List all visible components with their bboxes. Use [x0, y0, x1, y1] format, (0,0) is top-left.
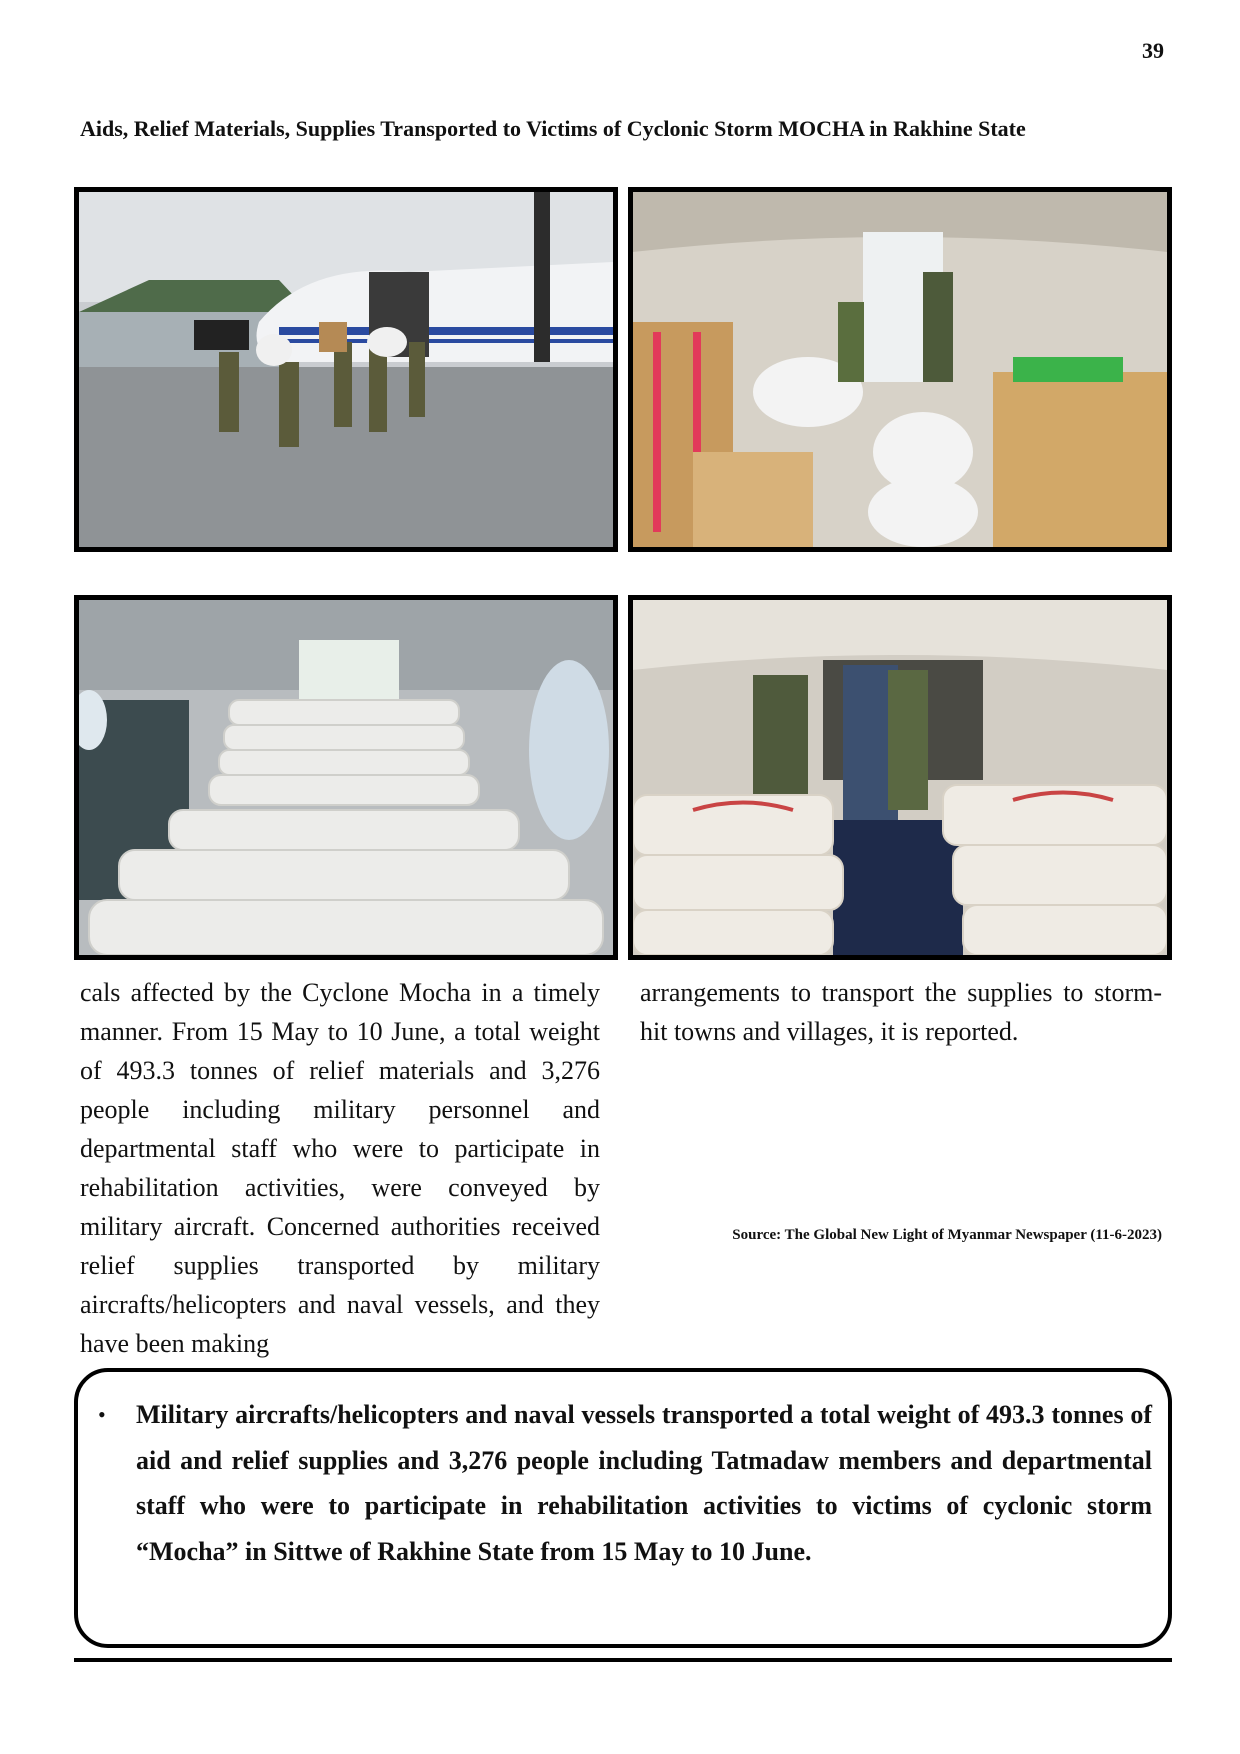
- photo-cabin-loading-sacks: [628, 595, 1172, 960]
- page-number: 39: [1142, 38, 1164, 63]
- summary-text: Military aircrafts/helicopters and naval vessels transported a total weight of 493.3 tonnes of aid and relief supplies and 3,276 people including Tatmadaw members and departmental staff who were to participate in rehabilitation activities to victims of cyclonic storm “Mocha” in Sittwe of Rakhine State from 15 May to 10 June.: [136, 1400, 1152, 1566]
- article-left-column: cals affected by the Cyclone Mocha in a timely manner. From 15 May to 10 June, a total weight of 493.3 tonnes of relief materials and 3,276 people including military personnel and departmental staff who were to participate in rehabilitation activities, were conveyed by military aircraft. Concerned authorities received relief supplies transported by military aircrafts/helicopters and naval vessels, and they have been making: [80, 978, 600, 1358]
- source-citation: Source: The Global New Light of Myanmar Newspaper (11-6-2023): [732, 1227, 1162, 1243]
- summary-box: [74, 1368, 1172, 1648]
- footer-rule: [74, 1658, 1172, 1662]
- page-title: Aids, Relief Materials, Supplies Transported to Victims of Cyclonic Storm MOCHA in Rakhine State: [80, 116, 1026, 141]
- bullet-marker: •: [98, 1402, 106, 1427]
- article-right-column: arrangements to transport the supplies to storm-hit towns and villages, it is reported.: [640, 978, 1162, 1046]
- photo-cargo-hold-sacks: [74, 595, 618, 960]
- photo-aircraft-loading-tarmac: [74, 187, 618, 552]
- photo-cabin-cargo-boxes: [628, 187, 1172, 552]
